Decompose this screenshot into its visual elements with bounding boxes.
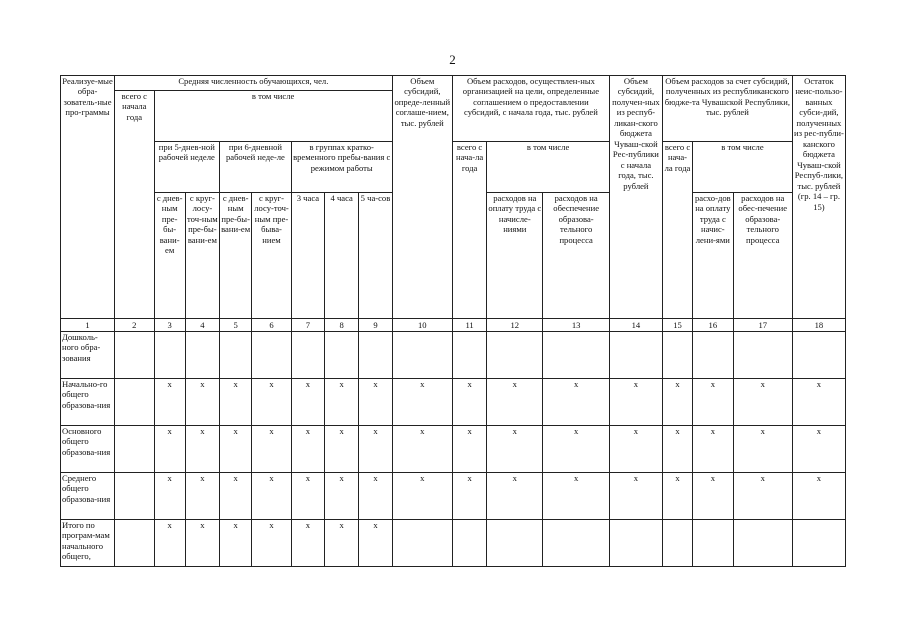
table-cell: x: [252, 520, 292, 567]
table-row: [61, 332, 846, 379]
table-cell: x: [792, 426, 845, 473]
header-incl: в том числе: [154, 91, 392, 142]
table-cell: [693, 332, 734, 379]
table-cell: [115, 426, 155, 473]
header-5h: 5 ча-сов: [359, 193, 392, 319]
table-cell: x: [662, 473, 692, 520]
table-cell: x: [543, 379, 610, 426]
column-number: 16: [693, 319, 734, 332]
table-cell: [115, 379, 155, 426]
table-cell: [115, 520, 155, 567]
header-six-day: при 6-дневной рабочей неде-ле: [220, 142, 292, 193]
table-cell: [662, 520, 692, 567]
table-cell: x: [487, 473, 543, 520]
table-cell: [392, 520, 452, 567]
table-cell: x: [733, 473, 792, 520]
table-cell: x: [291, 473, 324, 520]
header-total-short: всего с нача-ла года: [452, 142, 486, 319]
header-incl2: в том числе: [487, 142, 610, 193]
column-number: 3: [154, 319, 185, 332]
table-cell: x: [154, 473, 185, 520]
row-label: Дошколь-ного обра-зования: [61, 332, 115, 379]
table-cell: [291, 332, 324, 379]
table-cell: x: [693, 473, 734, 520]
column-number: 12: [487, 319, 543, 332]
header-edu-process2: расходов на обес-печение образова-тельного процесса: [733, 193, 792, 319]
header-3h: 3 часа: [291, 193, 324, 319]
header-labor2: расхо-дов на оплату труда с начис-лени-ями: [693, 193, 734, 319]
table-cell: x: [220, 473, 252, 520]
table-cell: x: [543, 473, 610, 520]
table-cell: x: [452, 426, 486, 473]
column-number: 4: [185, 319, 219, 332]
table-cell: x: [733, 426, 792, 473]
table-cell: x: [792, 473, 845, 520]
table-cell: x: [252, 473, 292, 520]
column-number: 11: [452, 319, 486, 332]
table-cell: x: [609, 379, 662, 426]
table-cell: [185, 332, 219, 379]
column-number: 13: [543, 319, 610, 332]
column-number: 18: [792, 319, 845, 332]
header-total-since-start: всего с начала года: [115, 91, 155, 319]
table-cell: x: [325, 473, 359, 520]
table-cell: x: [185, 520, 219, 567]
header-received: Объем субсидий, получен-ных из респуб-ликан-ского бюджета Чуваш-ской Рес-публики с начала года, тыс. рублей: [609, 76, 662, 319]
table-cell: x: [220, 426, 252, 473]
column-number: 17: [733, 319, 792, 332]
table-row: [61, 520, 846, 567]
column-number: 14: [609, 319, 662, 332]
table-cell: x: [452, 379, 486, 426]
header-programs: Реализуе-мые обра-зователь-ные про-граммы: [61, 76, 115, 319]
header-five-day: при 5-днев-ной рабочей неделе: [154, 142, 219, 193]
header-labor: расходов на оплату труда с начисле-ниями: [487, 193, 543, 319]
table-cell: x: [185, 426, 219, 473]
table-cell: x: [325, 379, 359, 426]
table-cell: x: [325, 426, 359, 473]
header-total-short2: всего с нача-ла года: [662, 142, 692, 319]
column-number: 7: [291, 319, 324, 332]
header-expenses: Объем расходов, осуществлен-ных организацией на цели, определенные соглашением о предоставлении субсидий, с начала года, тыс. рублей: [452, 76, 609, 142]
table-cell: [115, 473, 155, 520]
column-number: 5: [220, 319, 252, 332]
table-cell: [220, 332, 252, 379]
table-cell: x: [291, 520, 324, 567]
table-cell: x: [693, 426, 734, 473]
table-cell: x: [325, 520, 359, 567]
table-cell: [115, 332, 155, 379]
header-day-stay-5: с днев-ным пре-бы-вани-ем: [154, 193, 185, 319]
header-short-stay: в группах кратко-временного пребы-вания с режимом работы: [291, 142, 392, 193]
table-cell: [733, 332, 792, 379]
table-cell: x: [392, 426, 452, 473]
report-table: [60, 75, 846, 567]
table-cell: [792, 520, 845, 567]
table-cell: [452, 520, 486, 567]
table-cell: [733, 520, 792, 567]
table-cell: x: [792, 379, 845, 426]
table-cell: x: [252, 426, 292, 473]
row-label: Основного общего образова-ния: [61, 426, 115, 473]
table-cell: [359, 332, 392, 379]
column-number: 9: [359, 319, 392, 332]
table-cell: x: [185, 473, 219, 520]
table-cell: [609, 520, 662, 567]
table-cell: [154, 332, 185, 379]
table-cell: x: [185, 379, 219, 426]
header-4h: 4 часа: [325, 193, 359, 319]
header-edu-process: расходов на обеспечение образова-тельного процесса: [543, 193, 610, 319]
row-label: Среднего общего образова-ния: [61, 473, 115, 520]
column-number: 15: [662, 319, 692, 332]
header-republic-expenses: Объем расходов за счет субсидий, полученных из республиканского бюдже-та Чувашской Республики, тыс. рублей: [662, 76, 792, 142]
header-day-stay-6: с днев-ным пре-бы-вани-ем: [220, 193, 252, 319]
page-number: 2: [449, 52, 456, 67]
header-remainder: Остаток неис-пользо-ванных субси-дий, полученных из рес-публи-канского бюджета Чуваш-ской Респуб-лики, тыс. рублей (гр. 14 – гр. 15): [792, 76, 845, 319]
column-number: 6: [252, 319, 292, 332]
table-cell: x: [359, 426, 392, 473]
table-cell: x: [733, 379, 792, 426]
table-cell: x: [252, 379, 292, 426]
column-number: 1: [61, 319, 115, 332]
table-cell: [792, 332, 845, 379]
table-cell: x: [543, 426, 610, 473]
column-numbers-row: [61, 319, 846, 332]
column-number: 8: [325, 319, 359, 332]
table-cell: x: [220, 520, 252, 567]
table-cell: [452, 332, 486, 379]
row-label: Итого по програм-мам начального общего,: [61, 520, 115, 567]
header-subsidy-volume: Объем субсидий, опреде-ленный соглаше-нием, тыс. рублей: [392, 76, 452, 319]
row-label: Начально-го общего образова-ния: [61, 379, 115, 426]
header-round-stay-5: с круг-лосу-точ-ным пре-бы-вани-ем: [185, 193, 219, 319]
table-cell: [662, 332, 692, 379]
table-cell: [543, 332, 610, 379]
table-cell: x: [609, 473, 662, 520]
column-number: 10: [392, 319, 452, 332]
table-cell: x: [359, 473, 392, 520]
header-incl3: в том числе: [693, 142, 793, 193]
table-cell: [543, 520, 610, 567]
table-cell: [392, 332, 452, 379]
table-cell: x: [487, 426, 543, 473]
table-cell: x: [291, 379, 324, 426]
table-cell: x: [359, 520, 392, 567]
table-row: [61, 379, 846, 426]
table-cell: [693, 520, 734, 567]
table-cell: x: [609, 426, 662, 473]
table-cell: x: [154, 379, 185, 426]
table-body: [61, 332, 846, 567]
table-cell: x: [662, 426, 692, 473]
table-row: [61, 426, 846, 473]
table-cell: x: [154, 520, 185, 567]
table-cell: x: [452, 473, 486, 520]
header-round-stay-6: с круг-лосу-точ-ным пре-быва-нием: [252, 193, 292, 319]
table-cell: x: [487, 379, 543, 426]
table-row: [61, 473, 846, 520]
table-cell: [487, 520, 543, 567]
table-cell: x: [693, 379, 734, 426]
header-students: Средняя численность обучающихся, чел.: [115, 76, 393, 91]
table-cell: x: [220, 379, 252, 426]
table-cell: x: [392, 379, 452, 426]
column-number: 2: [115, 319, 155, 332]
table-cell: [487, 332, 543, 379]
table-cell: x: [154, 426, 185, 473]
table-cell: [252, 332, 292, 379]
table-cell: [609, 332, 662, 379]
table-cell: x: [662, 379, 692, 426]
table-cell: x: [359, 379, 392, 426]
table-cell: x: [392, 473, 452, 520]
table-cell: [325, 332, 359, 379]
table-cell: x: [291, 426, 324, 473]
